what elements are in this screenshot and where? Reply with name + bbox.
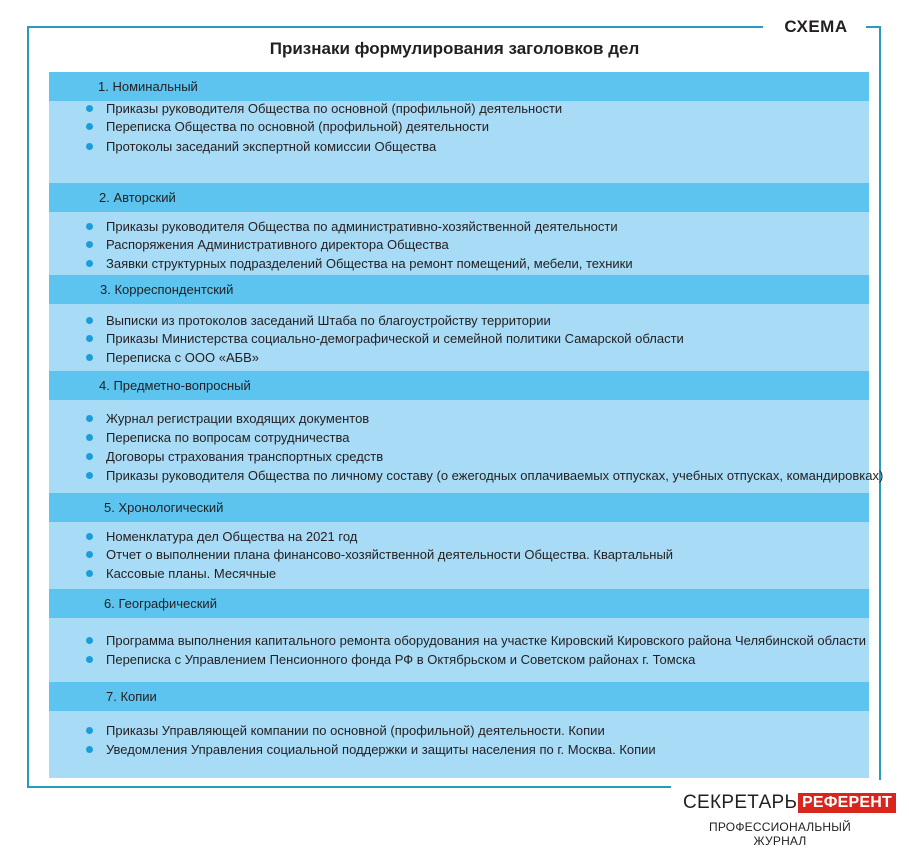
section-header [49,371,869,400]
bullet-icon [86,727,93,734]
section-title: 6. Географический [104,596,217,611]
logo-name-part2: РЕФЕРЕНТ [798,793,896,813]
list-item [49,330,869,348]
frame-line-left [27,26,29,788]
list-item [49,349,869,367]
list-item [49,546,869,564]
frame-line-right [879,26,881,780]
bullet-icon [86,123,93,130]
list-item [49,722,869,740]
list-item [49,741,869,759]
bullet-icon [86,533,93,540]
list-item-text: Распоряжения Административного директора Общества [106,237,449,252]
logo-subtitle: ПРОФЕССИОНАЛЬНЫЙ ЖУРНАЛ [709,820,851,848]
section-4 [49,371,884,483]
list-item-text: Переписка с ООО «АБВ» [106,350,260,365]
section-title: 4. Предметно-вопросный [99,378,251,393]
list-item-text: Приказы руководителя Общества по основной (профильной) деятельности [106,101,563,116]
bullet-icon [86,317,93,324]
list-item [49,448,869,466]
bullet-icon [86,260,93,267]
list-item [49,410,869,428]
frame-line-top [27,26,763,28]
list-item-text: Приказы Министерства социально-демографической и семейной политики Самарской области [106,331,684,346]
bullet-icon [86,746,93,753]
section-5 [49,493,869,581]
bullet-icon [86,223,93,230]
bullet-icon [86,637,93,644]
list-item-text: Переписка по вопросам сотрудничества [106,430,350,445]
section-header [49,72,869,101]
list-item-text: Отчет о выполнении плана финансово-хозяйственной деятельности Общества. Квартальный [106,547,674,562]
list-item [49,528,869,546]
list-item-text: Кассовые планы. Месячные [106,566,277,581]
list-item [49,218,869,236]
section-header [49,183,869,212]
bullet-icon [86,551,93,558]
bullet-icon [86,241,93,248]
section-title: 2. Авторский [99,190,176,205]
list-item-text: Журнал регистрации входящих документов [106,411,370,426]
list-item [49,312,869,330]
bullet-icon [86,472,93,479]
section-header [49,589,869,618]
list-item-text: Приказы руководителя Общества по личному составу (о ежегодных оплачиваемых отпусках, учебных отпусках, командировках) [106,468,884,483]
bullet-icon [86,570,93,577]
list-item [49,632,869,650]
section-title: 1. Номинальный [98,79,198,94]
scheme-content [49,72,884,778]
list-item [49,236,869,254]
list-item [49,138,869,156]
section-2 [49,183,869,271]
list-item-text: Договоры страхования транспортных средств [106,449,384,464]
list-item-text: Переписка с Управлением Пенсионного фонда РФ в Октябрьском и Советском районах г. Томска [106,652,696,667]
section-7 [49,682,869,757]
frame-line-bottom [27,786,671,788]
bullet-icon [86,434,93,441]
page-title: Признаки формулирования заголовков дел [269,39,640,58]
list-item [49,118,869,136]
list-item-text: Приказы руководителя Общества по административно-хозяйственной деятельности [106,219,618,234]
bullet-icon [86,354,93,361]
list-item-text: Приказы Управляющей компании по основной (профильной) деятельности. Копии [106,723,605,738]
bullet-icon [86,656,93,663]
list-item-text: Уведомления Управления социальной поддержки и защиты населения по г. Москва. Копии [106,742,656,757]
section-6 [49,589,869,667]
magazine-logo [683,792,892,814]
section-title: 3. Корреспондентский [100,282,234,297]
bullet-icon [86,143,93,150]
scheme-label: СХЕМА [784,17,848,36]
list-item-text: Заявки структурных подразделений Общества на ремонт помещений, мебели, техники [106,256,633,271]
section-title: 5. Хронологический [104,500,224,515]
section-header [49,682,869,711]
list-item-text: Программа выполнения капитального ремонта оборудования на участке Кировский Кировского района Челябинской области [106,633,867,648]
list-item-text: Переписка Общества по основной (профильной) деятельности [106,119,489,134]
section-header [49,493,869,522]
bullet-icon [86,415,93,422]
list-item-text: Номенклатура дел Общества на 2021 год [106,529,358,544]
section-3 [49,275,869,365]
section-title: 7. Копии [106,689,157,704]
list-item [49,651,869,669]
list-item [49,467,884,485]
bullet-icon [86,335,93,342]
logo-name-part1: СЕКРЕТАРЬ [683,792,798,813]
list-item [49,565,869,583]
bullet-icon [86,105,93,112]
list-item [49,429,869,447]
section-1 [49,72,869,154]
section-header [49,275,869,304]
bullet-icon [86,453,93,460]
list-item [49,100,869,118]
list-item [49,255,869,273]
list-item-text: Выписки из протоколов заседаний Штаба по благоустройству территории [106,313,551,328]
list-item-text: Протоколы заседаний экспертной комиссии Общества [106,139,437,154]
